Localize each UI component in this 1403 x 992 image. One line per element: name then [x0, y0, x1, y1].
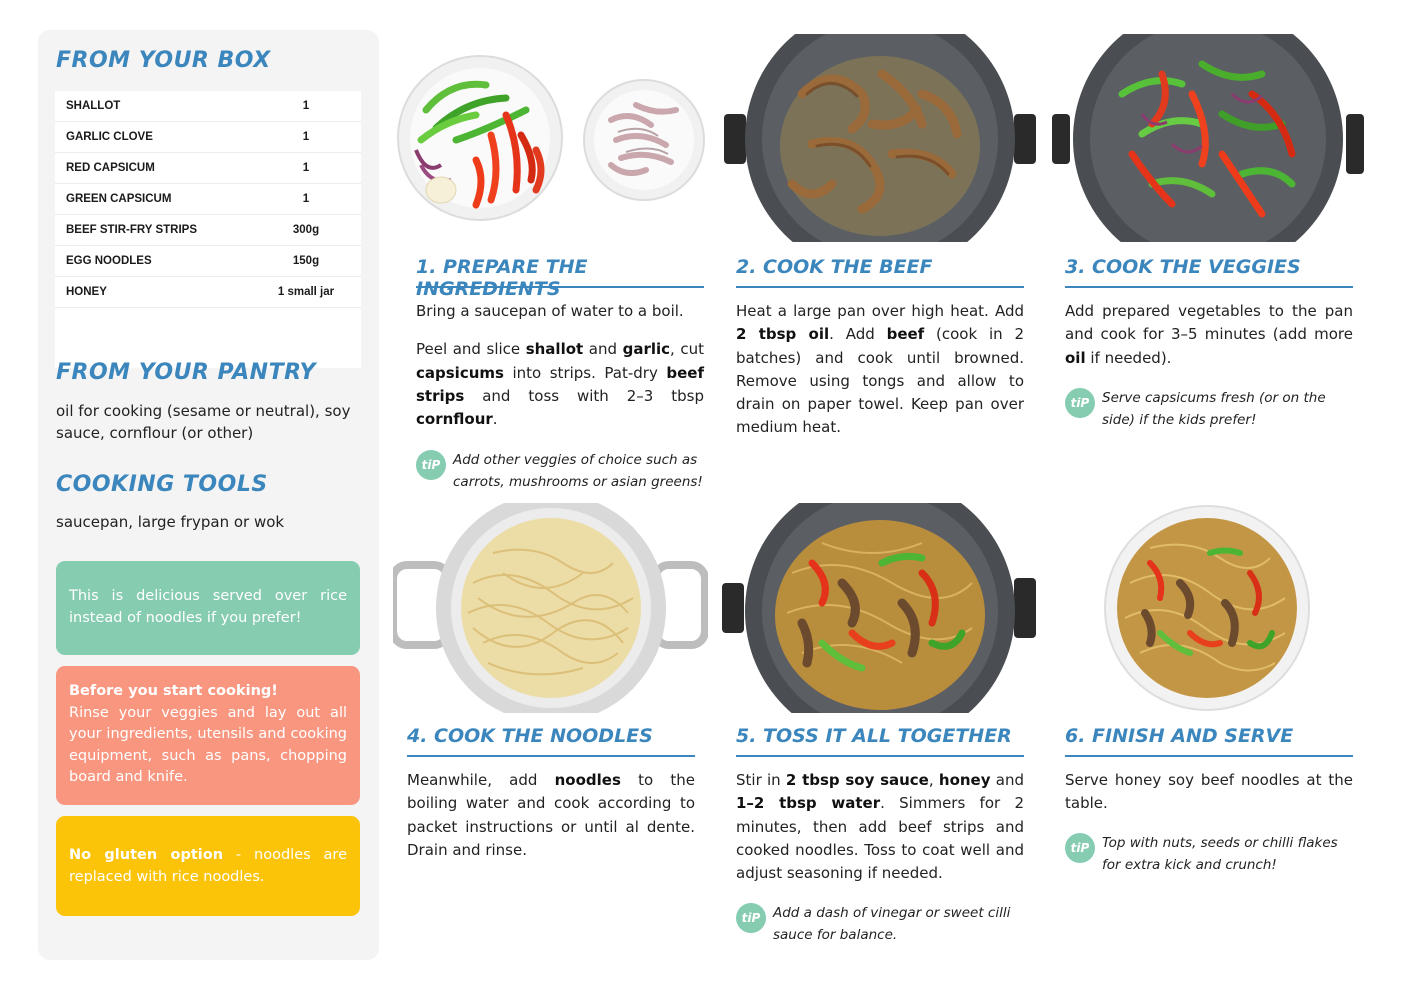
- tip-badge-icon: tiP: [736, 903, 766, 933]
- step-1-para-1: Bring a saucepan of water to a boil.: [416, 302, 684, 320]
- bold-ingredient: garlic: [622, 340, 671, 359]
- step-6-para-1: Serve honey soy beef noodles at the table.: [1065, 771, 1353, 813]
- step-4-para-1: Meanwhile, add noodles to the boiling water and cook according to packet instructions or until al dente. Drain and rinse.: [407, 771, 695, 859]
- from-your-box-heading: FROM YOUR BOX: [56, 48, 271, 73]
- tip-badge-icon: tiP: [1065, 388, 1095, 418]
- ingredient-qty: 1: [302, 193, 310, 205]
- ingredient-name: RED CAPSICUM: [66, 162, 155, 174]
- ingredient-name: HONEY: [66, 286, 107, 298]
- before-cooking-note: [56, 666, 360, 805]
- cooking-tools-heading: COOKING TOOLS: [56, 472, 268, 497]
- cook-noodles-photo: [393, 503, 708, 713]
- gluten-note-title: No gluten option: [69, 847, 224, 863]
- ingredient-qty: 1: [302, 162, 310, 174]
- tip-badge-icon: tiP: [416, 450, 446, 480]
- bold-ingredient: beef: [886, 325, 925, 344]
- ingredient-name: EGG NOODLES: [66, 255, 152, 267]
- ingredient-name: SHALLOT: [66, 100, 121, 112]
- step-1-body: [416, 300, 704, 431]
- toss-together-photo: [722, 503, 1037, 713]
- bold-ingredient: capsicums: [416, 363, 504, 382]
- bold-ingredient: shallot: [525, 340, 584, 359]
- gluten-note-text: - noodles are replaced with rice noodles.: [69, 847, 347, 885]
- step-1-tip: [416, 450, 706, 493]
- table-row: [55, 122, 361, 153]
- table-row: [55, 184, 361, 215]
- tip-badge-icon: tiP: [1065, 833, 1095, 863]
- bold-ingredient: oil: [1065, 348, 1086, 367]
- step-1-title: 1. PREPARE THE INGREDIENTS: [416, 254, 704, 288]
- sidebar-panel: [38, 30, 379, 960]
- finished-dish-photo: [1100, 503, 1315, 713]
- step-6-tip: [1065, 833, 1355, 876]
- ingredient-name: GREEN CAPSICUM: [66, 193, 172, 205]
- bold-ingredient: cornflour: [416, 410, 493, 429]
- bold-ingredient: 1–2 tbsp water: [736, 794, 881, 813]
- step-3-tip-text: Serve capsicums fresh (or on the side) if the kids prefer!: [1102, 390, 1326, 428]
- gluten-note: [56, 816, 360, 916]
- ingredient-qty: 1: [302, 131, 310, 143]
- table-row: [55, 215, 361, 246]
- step-5-body: [736, 769, 1024, 885]
- step-3-tip: [1065, 388, 1355, 431]
- step-6-tip-text: Top with nuts, seeds or chilli flakes for extra kick and crunch!: [1102, 835, 1338, 873]
- table-row: [55, 91, 361, 122]
- before-cooking-title: Before you start cooking!: [69, 683, 278, 699]
- step-5-title: 5. TOSS IT ALL TOGETHER: [736, 723, 1024, 757]
- bold-ingredient: noodles: [554, 771, 621, 789]
- ingredient-name: BEEF STIR-FRY STRIPS: [66, 224, 197, 236]
- bold-ingredient: beef strips: [416, 363, 704, 405]
- table-row: [55, 277, 361, 308]
- bold-ingredient: 2 tbsp soy sauce: [785, 771, 929, 789]
- ingredient-qty: 300g: [292, 224, 320, 236]
- step-5-para-1: Stir in 2 tbsp soy sauce, honey and 1–2 tbsp water. Simmers for 2 minutes, then add beef strips and cooked noodles. Toss to coat well and adjust seasoning if needed.: [736, 771, 1024, 883]
- step-6-title: 6. FINISH AND SERVE: [1065, 723, 1353, 757]
- from-your-pantry-heading: FROM YOUR PANTRY: [56, 360, 316, 385]
- ingredient-qty: 1: [302, 100, 310, 112]
- table-row: [55, 153, 361, 184]
- cook-beef-photo: [722, 34, 1037, 242]
- step-5-tip-text: Add a dash of vinegar or sweet cilli sauce for balance.: [773, 905, 1011, 943]
- prep-ingredients-photo: [396, 40, 706, 230]
- step-4-title: 4. COOK THE NOODLES: [407, 723, 695, 757]
- ingredient-name: GARLIC CLOVE: [66, 131, 153, 143]
- step-2-para-1: Heat a large pan over high heat. Add 2 tbsp oil. Add beef (cook in 2 batches) and cook until browned. Remove using tongs and allow to drain on paper towel. Keep pan over medium heat.: [736, 302, 1024, 437]
- rice-note: This is delicious served over rice instead of noodles if you prefer!: [56, 561, 360, 655]
- bold-ingredient: 2 tbsp oil: [736, 325, 830, 344]
- ingredient-qty: 150g: [292, 255, 320, 267]
- step-5-tip: [736, 903, 1026, 946]
- bold-ingredient: honey: [938, 771, 991, 789]
- step-2-body: [736, 300, 1024, 440]
- step-2-title: 2. COOK THE BEEF: [736, 254, 1024, 288]
- step-1-tip-text: Add other veggies of choice such as carrots, mushrooms or asian greens!: [453, 452, 703, 490]
- ingredients-table: [55, 91, 361, 368]
- before-cooking-text: Rinse your veggies and lay out all your ingredients, utensils and cooking equipment, such as pans, chopping board and knife.: [69, 704, 347, 785]
- tools-text: saucepan, large frypan or wok: [56, 513, 285, 531]
- table-row: [55, 246, 361, 277]
- step-3-para-1: Add prepared vegetables to the pan and cook for 3–5 minutes (add more oil if needed).: [1065, 302, 1353, 367]
- pantry-text: oil for cooking (sesame or neutral), soy sauce, cornflour (or other): [56, 402, 351, 442]
- step-4-body: [407, 769, 695, 862]
- step-1-para-2: Peel and slice shallot and garlic, cut capsicums into strips. Pat-dry beef strips and toss with 2–3 tbsp cornflour.: [416, 340, 704, 429]
- step-3-title: 3. COOK THE VEGGIES: [1065, 254, 1353, 288]
- cook-veggies-photo: [1052, 34, 1367, 242]
- ingredient-qty: 1 small jar: [277, 286, 335, 298]
- step-3-body: [1065, 300, 1353, 370]
- step-6-body: [1065, 769, 1353, 816]
